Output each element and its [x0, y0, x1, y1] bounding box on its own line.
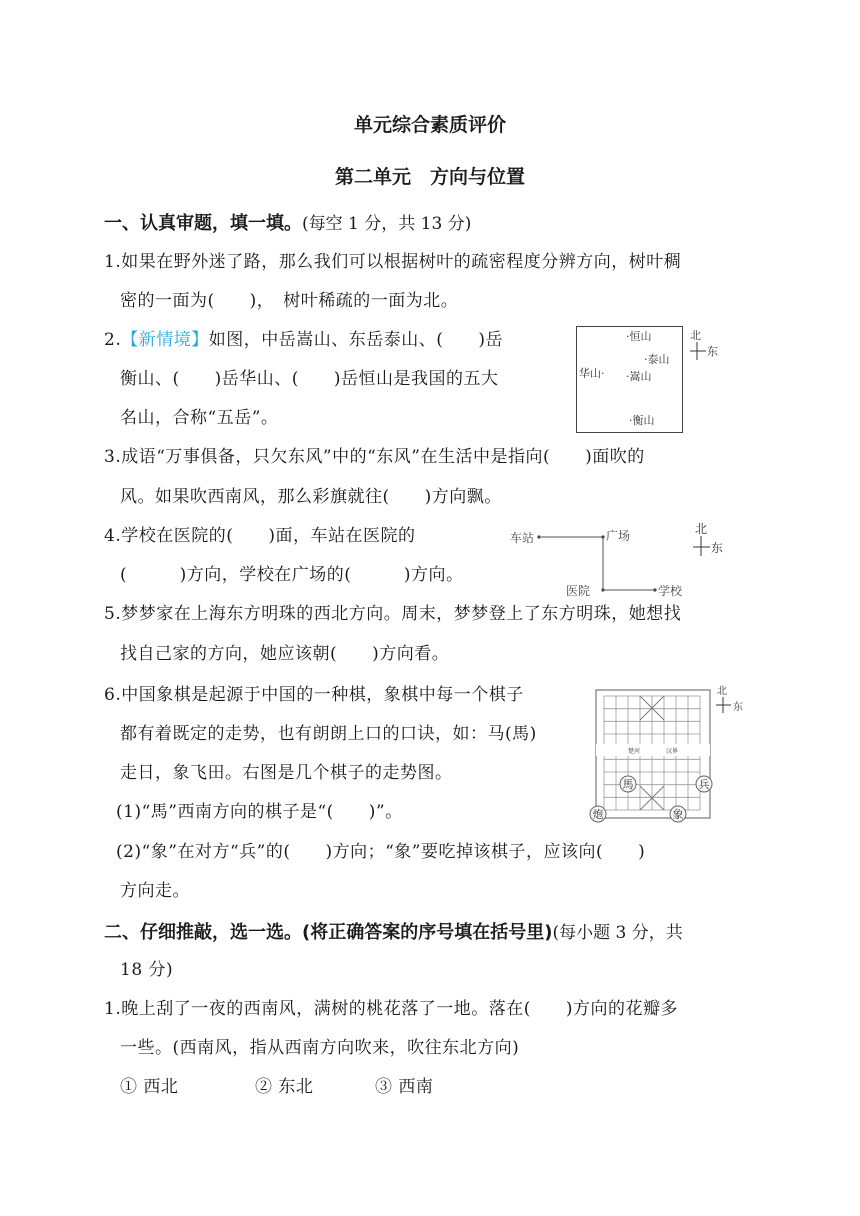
- compass-north-label: 北: [695, 522, 708, 536]
- map-label-school: 学校: [658, 584, 683, 598]
- section1-score: (每空 1 分，共 13 分): [302, 214, 472, 234]
- section2-title: 二、仔细推敲，选一选。(将正确答案的序号填在括号里): [104, 922, 553, 943]
- map-label-hengshan-south: ·衡山: [629, 414, 655, 427]
- s2q1-option-c: ③ 西南: [375, 1077, 434, 1097]
- q2-line2: 衡山、( )岳华山、( )岳恒山是我国的五大: [120, 369, 499, 389]
- s2q1-option-a: ① 西北: [120, 1077, 179, 1097]
- chess-piece-xiang: [670, 806, 686, 822]
- q6-sub2-line2: 方向走。: [120, 881, 190, 901]
- chinese-chess-board: [586, 682, 756, 828]
- page-title: 单元综合素质评价: [353, 114, 506, 136]
- compass-east-label: 东: [711, 541, 724, 555]
- map-label-huashan: 华山·: [579, 367, 605, 380]
- q3-line1: 3.成语“万事俱备，只欠东风”中的“东风”在生活中是指向( )面吹的: [104, 447, 645, 467]
- compass-icon: [693, 522, 723, 556]
- q6-line3: 走日，象飞田。右图是几个棋子的走势图。: [120, 763, 453, 783]
- q2-number: 2.: [104, 330, 122, 350]
- map-label-songshan: ·嵩山: [626, 370, 652, 383]
- map-label-square: 广场: [606, 529, 631, 543]
- q5-line2: 找自己家的方向，她应该朝( )方向看。: [120, 644, 450, 664]
- q4-line1: 4.学校在医院的( )面，车站在医院的: [104, 526, 416, 546]
- q6-sub1: (1)“馬”西南方向的棋子是“( )”。: [116, 802, 403, 822]
- q1-line1: 1.如果在野外迷了路，那么我们可以根据树叶的疏密程度分辨方向，树叶稠: [104, 252, 682, 272]
- svg-text:兵: 兵: [698, 778, 710, 791]
- q5-line1: 5.梦梦家在上海东方明珠的西北方向。周末，梦梦登上了东方明珠，她想找: [104, 604, 682, 624]
- river-label-left: 楚河: [628, 748, 641, 755]
- svg-text:炮: 炮: [592, 808, 604, 821]
- compass-icon: [690, 329, 718, 360]
- chess-piece-bing: [696, 776, 712, 792]
- q6-sub2-line1: (2)“象”在对方“兵”的( )方向；“象”要吃掉该棋子，应该向( ): [116, 842, 646, 862]
- s2q1-line2: 一些。(西南风，指从西南方向吹来，吹往东北方向): [120, 1038, 520, 1058]
- q2-line1: [104, 328, 503, 352]
- q4-line2: ( )方向，学校在广场的( )方向。: [120, 565, 464, 585]
- q2-line3: 名山，合称“五岳”。: [120, 408, 279, 428]
- s2q1-line1: 1.晚上刮了一夜的西南风，满树的桃花落了一地。落在( )方向的花瓣多: [104, 999, 678, 1019]
- section1-title: 一、认真审题，填一填。: [104, 213, 302, 234]
- compass-east-label: 东: [707, 345, 718, 358]
- page-subtitle: 第二单元 方向与位置: [334, 166, 525, 188]
- compass-icon: [716, 685, 743, 713]
- river-label-right: 汉界: [666, 748, 679, 755]
- section2-score-line2: 18 分): [120, 960, 174, 980]
- q3-line2: 风。如果吹西南风，那么彩旗就往( )方向飘。: [120, 487, 502, 507]
- map-label-hospital: 医院: [566, 584, 591, 598]
- school-hospital-map: [508, 520, 738, 602]
- compass-north-label: 北: [690, 329, 701, 342]
- q6-line2: 都有着既定的走势，也有朗朗上口的口诀，如：马(馬): [120, 724, 537, 744]
- section1-heading: [104, 209, 471, 235]
- compass-east-label: 东: [733, 702, 743, 713]
- q1-line2: 密的一面为( )， 树叶稀疏的一面为北。: [120, 291, 459, 311]
- map-label-station: 车站: [510, 531, 535, 545]
- svg-text:馬: 馬: [622, 778, 634, 791]
- q2-new-scenario-tag: 【新情境】: [121, 330, 209, 350]
- compass-north-label: 北: [717, 686, 727, 697]
- map-label-hengshan-north: ·恒山: [626, 330, 652, 343]
- s2q1-option-b: ② 东北: [255, 1077, 314, 1097]
- section2-score: (每小题 3 分，共: [552, 923, 683, 943]
- q6-line1: 6.中国象棋是起源于中国的一种棋，象棋中每一个棋子: [104, 685, 524, 705]
- section2-heading: [104, 918, 683, 944]
- q2-line1-text: 如图，中岳嵩山、东岳泰山、( )岳: [208, 330, 503, 350]
- five-mountains-map: [576, 326, 726, 434]
- chess-piece-ma: [620, 776, 636, 792]
- map-label-taishan: ·泰山: [644, 353, 670, 366]
- svg-text:象: 象: [672, 808, 684, 821]
- chess-piece-pao: [590, 806, 606, 822]
